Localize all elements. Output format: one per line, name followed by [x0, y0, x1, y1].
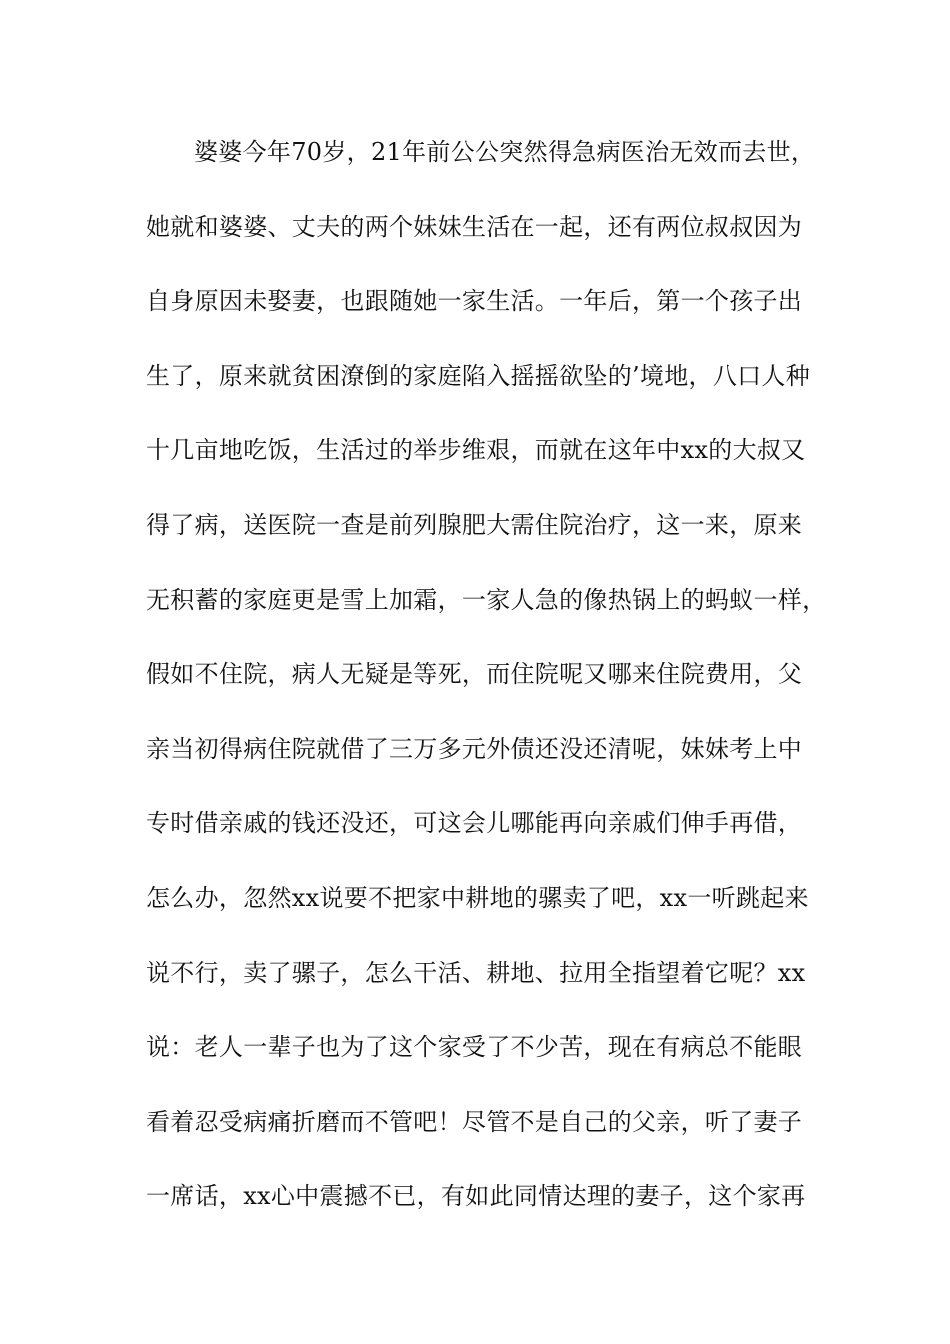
text-line-7: 无积蓄的家庭更是雪上加霜，一家人急的像热锅上的蚂蚁一样， — [146, 585, 827, 614]
text-line-2: 她就和婆婆、丈夫的两个妹妹生活在一起，还有两位叔叔因为 — [146, 212, 803, 241]
text-line-9: 亲当初得病住院就借了三万多元外债还没还清呢，妹妹考上中 — [146, 734, 803, 763]
text-line-6: 得了病，送医院一查是前列腺肥大需住院治疗，这一来，原来 — [146, 510, 803, 539]
text-line-8: 假如不住院，病人无疑是等死，而住院呢又哪来住院费用，父 — [146, 660, 803, 689]
text-line-5: 十几亩地吃饭，生活过的举步维艰，而就在这年中xx的大叔又 — [146, 436, 806, 465]
text-line-15: 一席话，xx心中震撼不已，有如此同情达理的妻子，这个家再 — [146, 1182, 806, 1211]
body-text — [146, 129, 836, 1248]
text-line-13: 说：老人一辈子也为了这个家受了不少苦，现在有病总不能眼 — [146, 1033, 803, 1062]
text-line-3: 自身原因未娶妻，也跟随她一家生活。一年后，第一个孩子出 — [146, 287, 803, 316]
text-line-12: 说不行，卖了骡子，怎么干活、耕地、拉用全指望着它呢？xx — [146, 958, 806, 987]
text-line-10: 专时借亲戚的钱还没还，可这会儿哪能再向亲戚们伸手再借， — [146, 809, 803, 838]
text-line-4: 生了，原来就贫困潦倒的家庭陷入摇摇欲坠的’境地，八口人种 — [146, 361, 811, 390]
text-line-1: 婆婆今年70岁，21年前公公突然得急病医治无效而去世， — [194, 138, 816, 166]
text-line-14: 看着忍受病痛折磨而不管吧！尽管不是自己的父亲，听了妻子 — [146, 1107, 803, 1136]
text-line-11: 怎么办，忽然xx说要不把家中耕地的骡卖了吧，xx一听跳起来 — [146, 883, 809, 912]
